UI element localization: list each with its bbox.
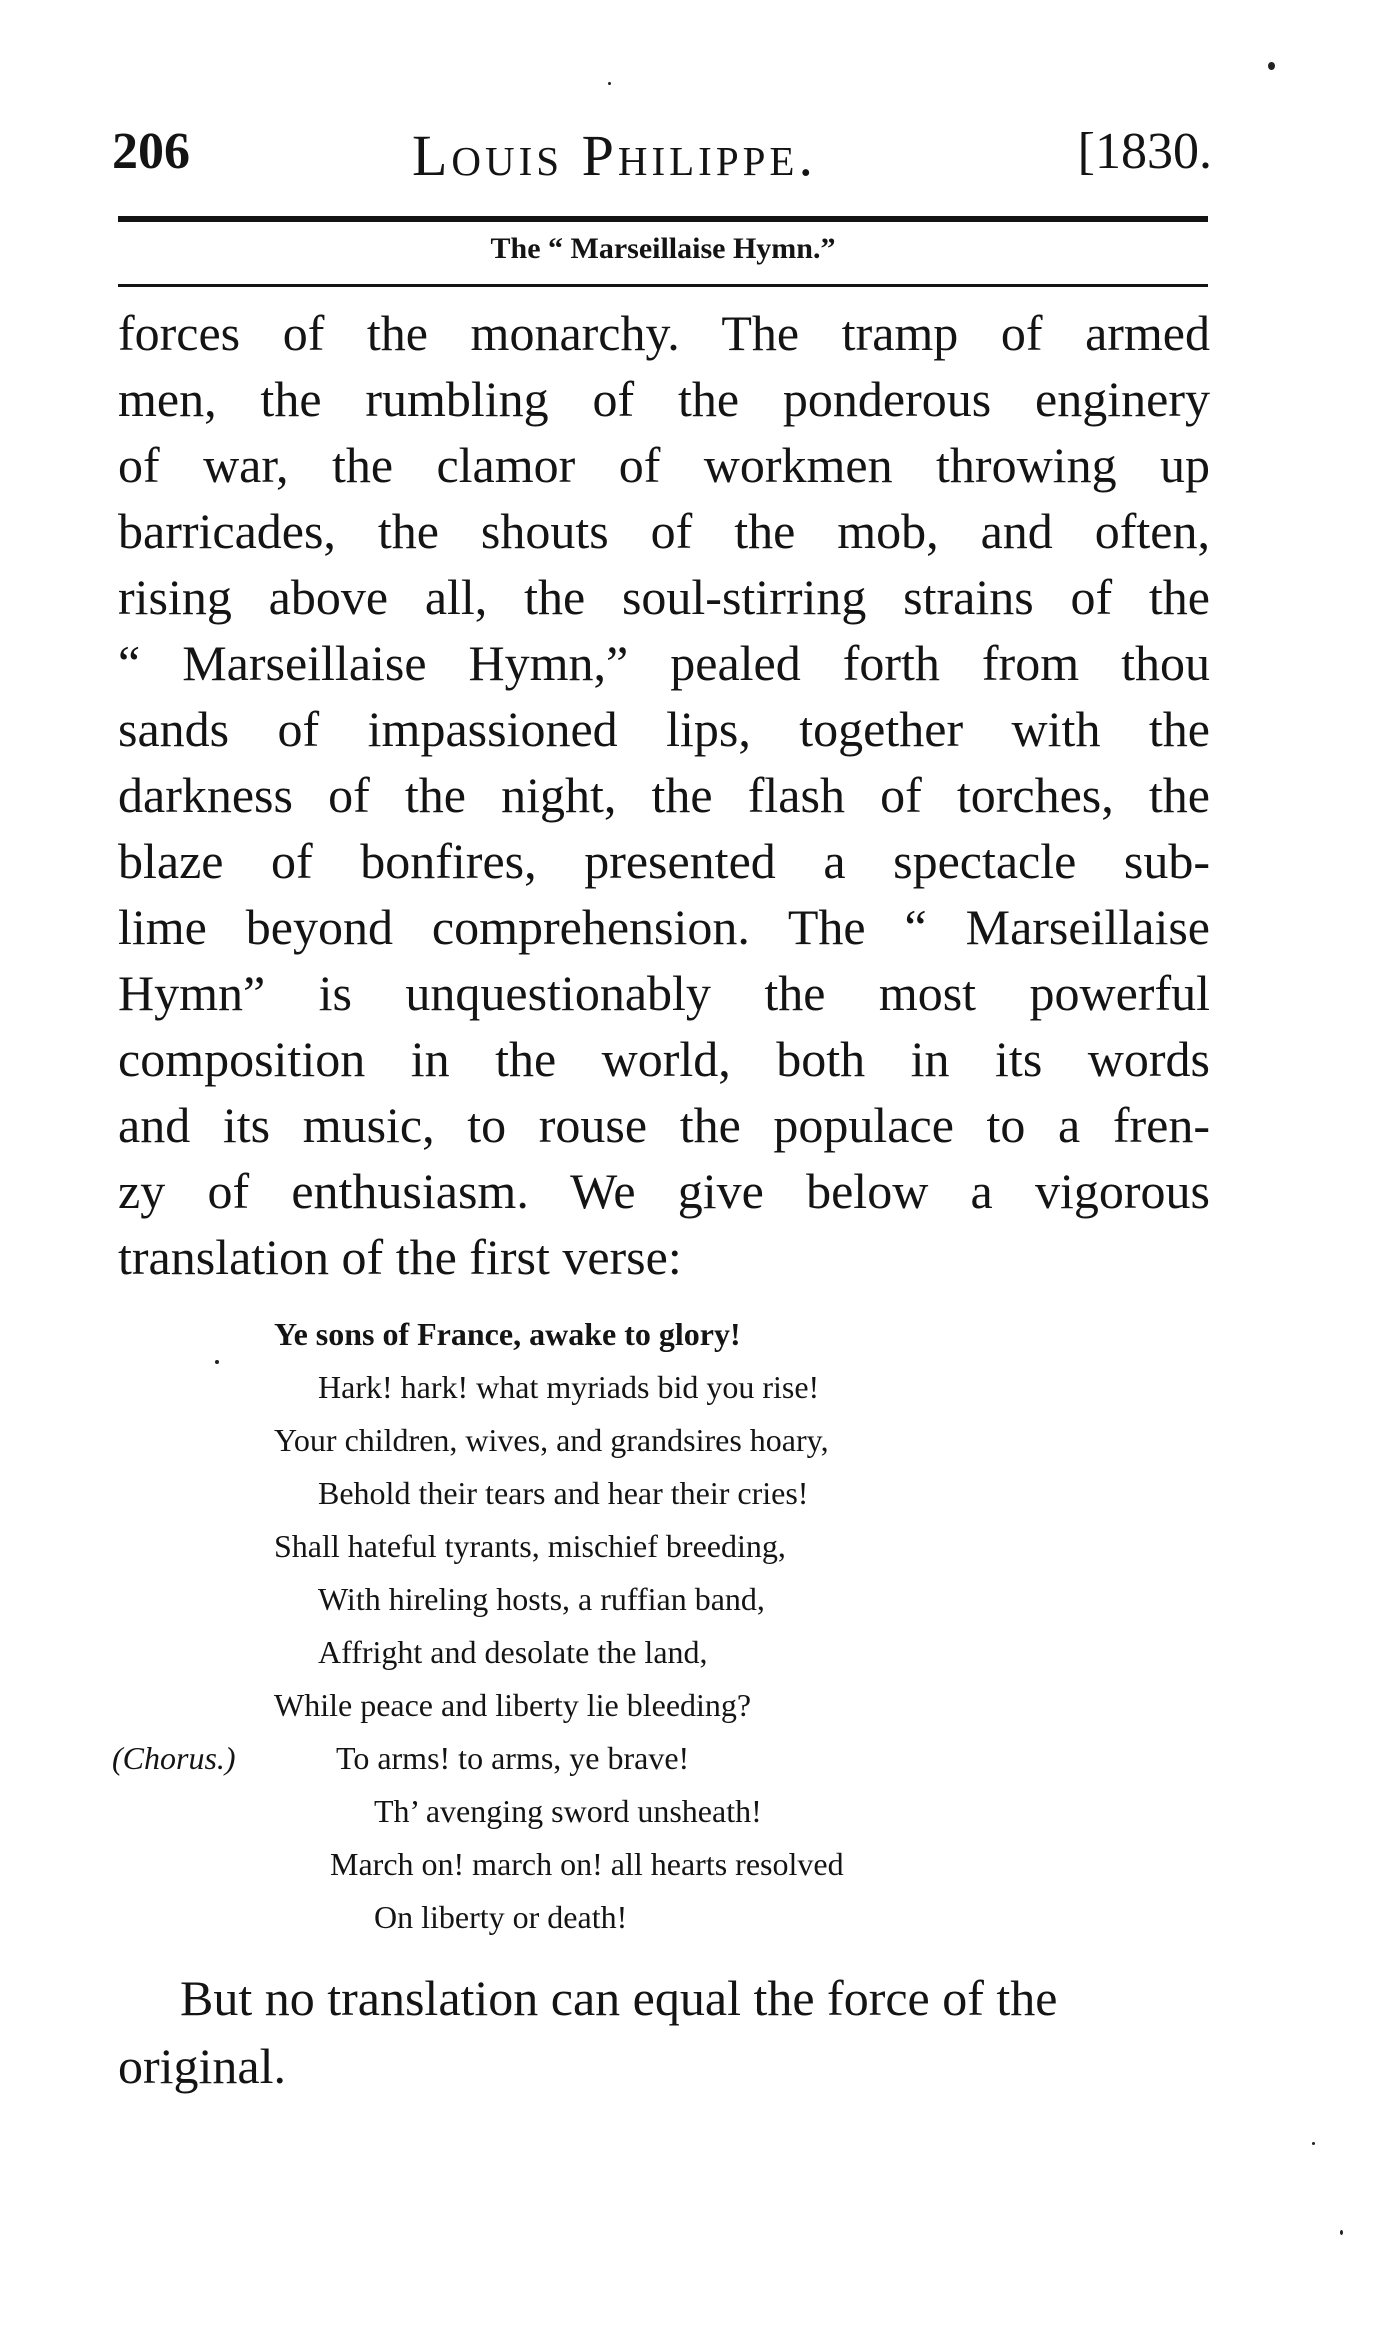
ink-speck bbox=[1340, 2230, 1343, 2235]
page-header bbox=[112, 122, 1212, 202]
verse-line: Affright and desolate the land, bbox=[318, 1634, 708, 1670]
body-line: darkness of the night, the flash of torches, the bbox=[118, 767, 1210, 823]
page-number: 206 bbox=[112, 123, 190, 180]
chorus-line bbox=[112, 1732, 1212, 1785]
body-line: zy of enthusiasm. We give below a vigorous bbox=[118, 1163, 1210, 1219]
ink-speck bbox=[1312, 2142, 1315, 2145]
closing-line: original. bbox=[118, 2038, 287, 2094]
body-line: and its music, to rouse the populace to a fren- bbox=[118, 1097, 1210, 1153]
header-year: [1830. bbox=[1077, 123, 1212, 180]
verse-line: Your children, wives, and grandsires hoary, bbox=[274, 1422, 829, 1458]
chorus-label: (Chorus.) bbox=[112, 1740, 236, 1776]
closing-line: But no translation can equal the force of the bbox=[180, 1970, 1058, 2026]
header-rule-top bbox=[118, 216, 1208, 222]
section-subtitle: The “ Marseillaise Hymn.” bbox=[490, 232, 836, 265]
body-line: “ Marseillaise Hymn,” pealed forth from thou bbox=[118, 635, 1210, 691]
verse-line: Behold their tears and hear their cries! bbox=[318, 1475, 809, 1511]
chorus-line: On liberty or death! bbox=[374, 1899, 628, 1935]
chorus-line: March on! march on! all hearts resolved bbox=[330, 1846, 844, 1882]
body-line: blaze of bonfires, presented a spectacle sub- bbox=[118, 833, 1210, 889]
verse-line: Ye sons of France, awake to glory! bbox=[274, 1316, 741, 1352]
body-line: sands of impassioned lips, together with the bbox=[118, 701, 1210, 757]
running-title: Louis Philippe. bbox=[412, 123, 817, 188]
poem-block bbox=[112, 1308, 1212, 1944]
header-rule-bottom bbox=[118, 284, 1208, 287]
verse-line: While peace and liberty lie bleeding? bbox=[274, 1687, 752, 1723]
body-line: forces of the monarchy. The tramp of armed bbox=[118, 305, 1210, 361]
verse-line: Shall hateful tyrants, mischief breeding, bbox=[274, 1528, 786, 1564]
verse-line: With hireling hosts, a ruffian band, bbox=[318, 1581, 765, 1617]
ink-speck bbox=[215, 1360, 219, 1364]
ink-speck bbox=[608, 82, 611, 85]
closing-paragraph bbox=[118, 1964, 1210, 2100]
body-line: men, the rumbling of the ponderous enginery bbox=[118, 371, 1210, 427]
body-line: translation of the first verse: bbox=[118, 1229, 682, 1285]
body-line: Hymn” is unquestionably the most powerful bbox=[118, 965, 1210, 1021]
verse-line: Hark! hark! what myriads bid you rise! bbox=[318, 1369, 820, 1405]
body-line: lime beyond comprehension. The “ Marseillaise bbox=[118, 899, 1210, 955]
body-line: rising above all, the soul-stirring strains of the bbox=[118, 569, 1210, 625]
body-line: of war, the clamor of workmen throwing up bbox=[118, 437, 1210, 493]
body-line: composition in the world, both in its words bbox=[118, 1031, 1210, 1087]
ink-speck bbox=[1268, 62, 1275, 70]
chorus-line: Th’ avenging sword unsheath! bbox=[374, 1793, 762, 1829]
chorus-text: To arms! to arms, ye brave! bbox=[336, 1740, 690, 1776]
body-line: barricades, the shouts of the mob, and often, bbox=[118, 503, 1210, 559]
body-paragraph bbox=[118, 300, 1210, 1290]
